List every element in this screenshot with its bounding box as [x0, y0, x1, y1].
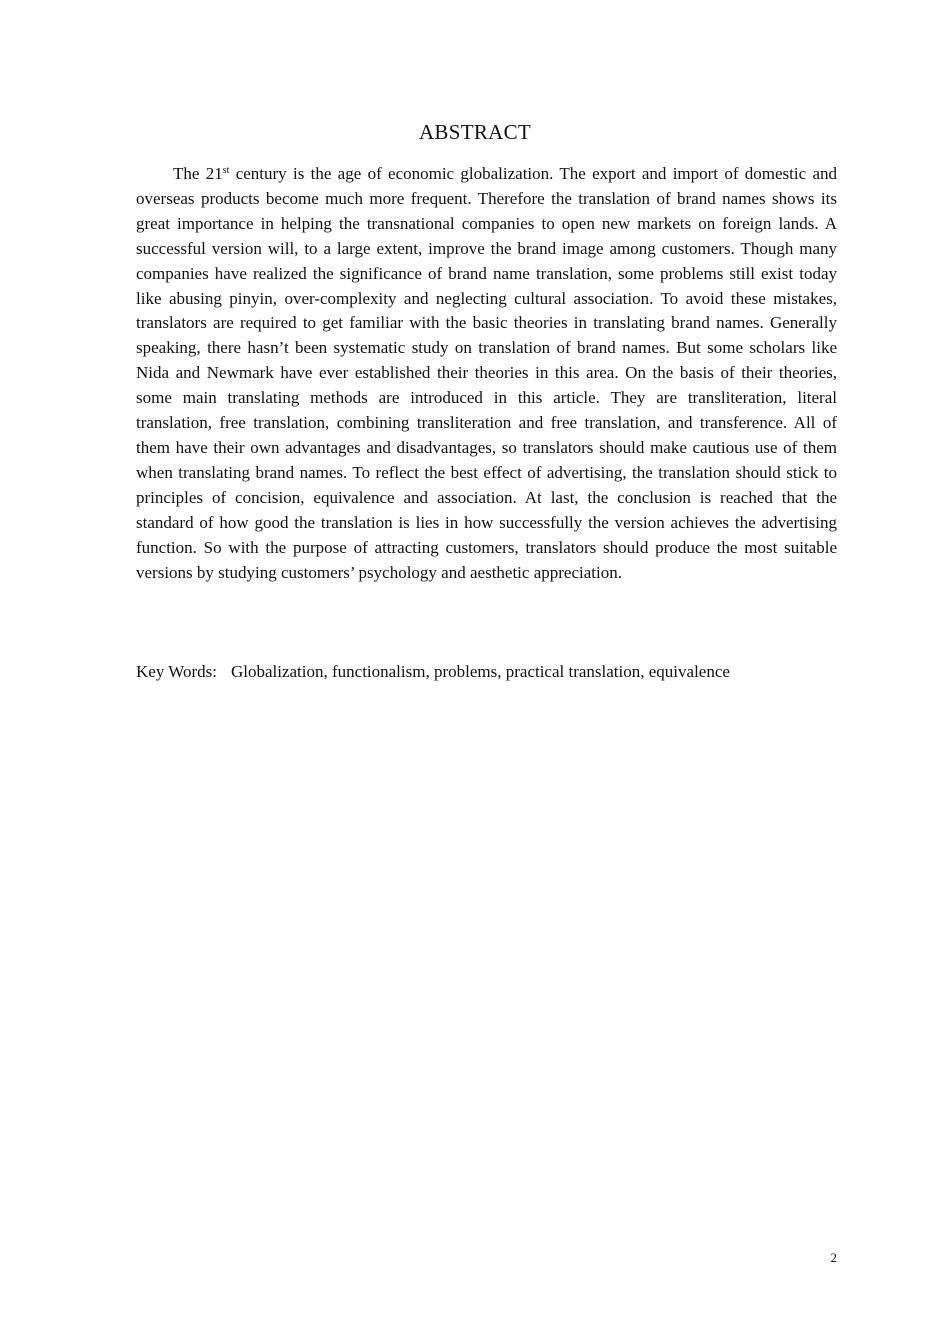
keywords-list: Globalization, functionalism, problems, practical translation, equivalence — [230, 662, 730, 681]
keywords-line — [136, 660, 837, 684]
abstract-text-start: The 21 — [173, 164, 223, 183]
keywords-label: Key Words: — [136, 662, 217, 681]
abstract-text-rest: century is the age of economic globalization. The export and import of domestic and overseas products become much more frequent. Therefore the translation of brand names shows its great importance in helping the transnational companies to open new markets on foreign lands. A successful version will, to a large extent, improve the brand image among customers. Though many companies have realized the significance of brand name translation, some problems still exist today like abusing pinyin, over-complexity and neglecting cultural association. To avoid these mistakes, translators are required to get familiar with the basic theories in translating brand names. Generally speaking, there hasn’t been systematic study on translation of brand names. But some scholars like Nida and Newmark have ever established their theories in this area. On the basis of their theories, some main translating methods are introduced in this article. They are transliteration, literal translation, free translation, combining transliteration and free translation, and transference. All of them have their own advantages and disadvantages, so translators should make cautious use of them when translating brand names. To reflect the best effect of advertising, the translation should stick to principles of concision, equivalence and association. At last, the conclusion is reached that the standard of how good the translation is lies in how successfully the version achieves the advertising function. So with the purpose of attracting customers, translators should produce the most suitable versions by studying customers’ psychology and aesthetic appreciation. — [136, 164, 837, 582]
ordinal-superscript: st — [222, 165, 230, 176]
page-number: 2 — [830, 1250, 837, 1265]
abstract-body — [136, 162, 837, 585]
abstract-title: ABSTRACT — [418, 120, 532, 144]
